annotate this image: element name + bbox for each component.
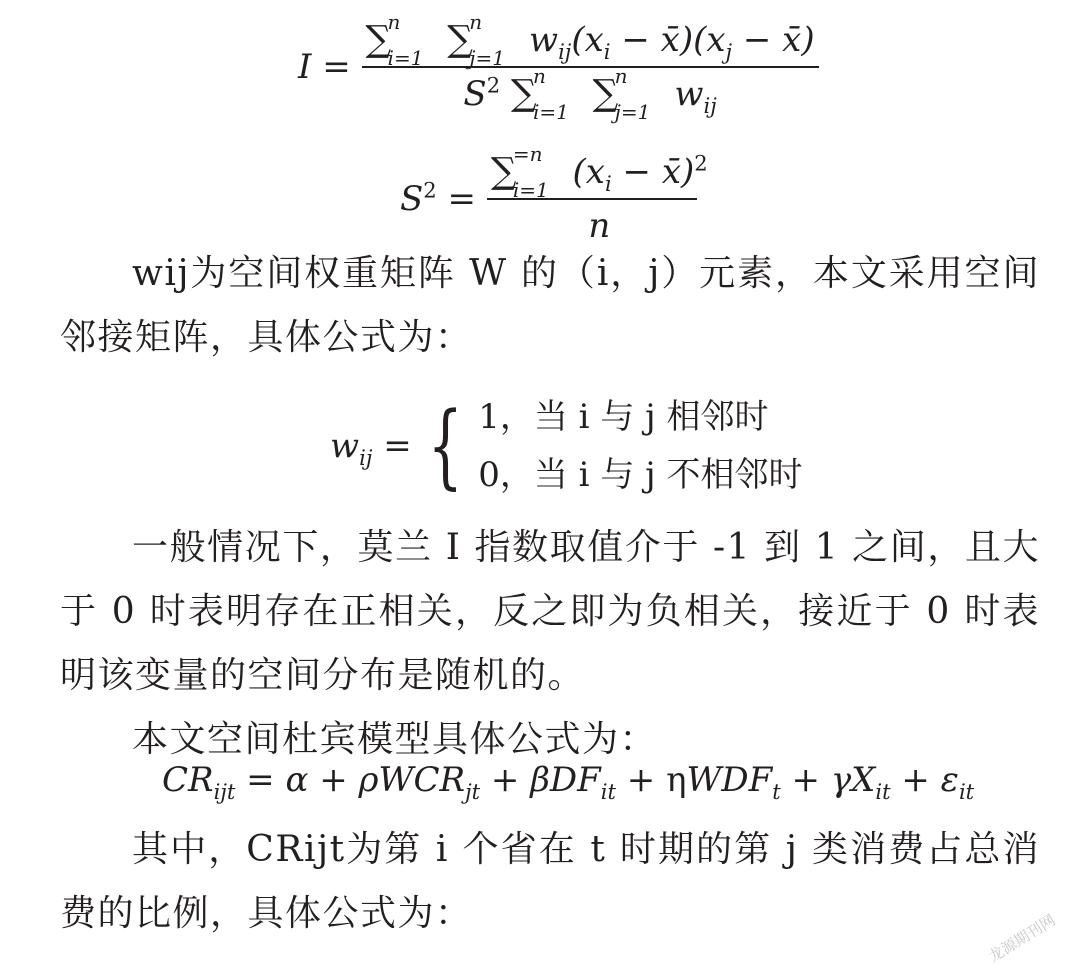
cases-list xyxy=(478,388,802,504)
paragraph-durbin-intro: 本文空间杜宾模型具体公式为： xyxy=(132,719,658,760)
spatial-durbin-equation: $CR_{ijt} = \alpha + \rho WCR_{jt} + \beta DF_{it} + \eta WDF_t + \gamma X_{it} + \varepsilon_{it}$ xyxy=(162,760,975,804)
variance-lhs: $S^2$ = xyxy=(400,177,487,219)
moran-i-fraction-bar xyxy=(362,66,819,68)
weight-cases-lhs: $w_{ij}$ = xyxy=(330,426,412,470)
case-adjacent: 1，当 i 与 j 相邻时 xyxy=(478,397,769,437)
watermark-logo: 龙源期刊网 xyxy=(985,910,1059,966)
cases-brace: { xyxy=(427,392,463,499)
paragraph-cr-definition: 其中，CRijt为第 i 个省在 t 时期的第 j 类消费占总消费的比例，具体公式为： xyxy=(60,829,1040,934)
moran-i-numerator: ∑ n i=1 ∑ n j=1 $w_{ij}(x_i$ − $x̄)(x_j$ − x̄) xyxy=(365,10,815,70)
moran-i-fraction xyxy=(362,10,819,124)
moran-i-equation xyxy=(298,10,819,124)
weight-matrix-cases xyxy=(330,388,803,504)
paragraph-wij-definition: wij为空间权重矩阵 W 的（i，j）元素，本文采用空间邻接矩阵，具体公式为： xyxy=(60,253,1040,358)
moran-i-lhs: I = xyxy=(298,47,362,87)
paragraph-moran-interpretation: 一般情况下，莫兰 I 指数取值介于 -1 到 1 之间，且大于 0 时表明存在正相关，反之即为负相关，接近于 0 时表明该变量的空间分布是随机的。 xyxy=(60,527,1040,696)
variance-equation xyxy=(400,142,712,246)
variance-numerator: ∑ =n i=1 ($x_i$ − x̄)$^2$ xyxy=(490,142,708,202)
variance-denominator: n xyxy=(588,206,611,246)
moran-i-denominator: $S^2$ ∑ n i=1 ∑ n j=1 $w_{ij}$ xyxy=(463,64,717,124)
case-not-adjacent: 0，当 i 与 j 不相邻时 xyxy=(478,455,803,495)
variance-fraction xyxy=(487,142,712,246)
